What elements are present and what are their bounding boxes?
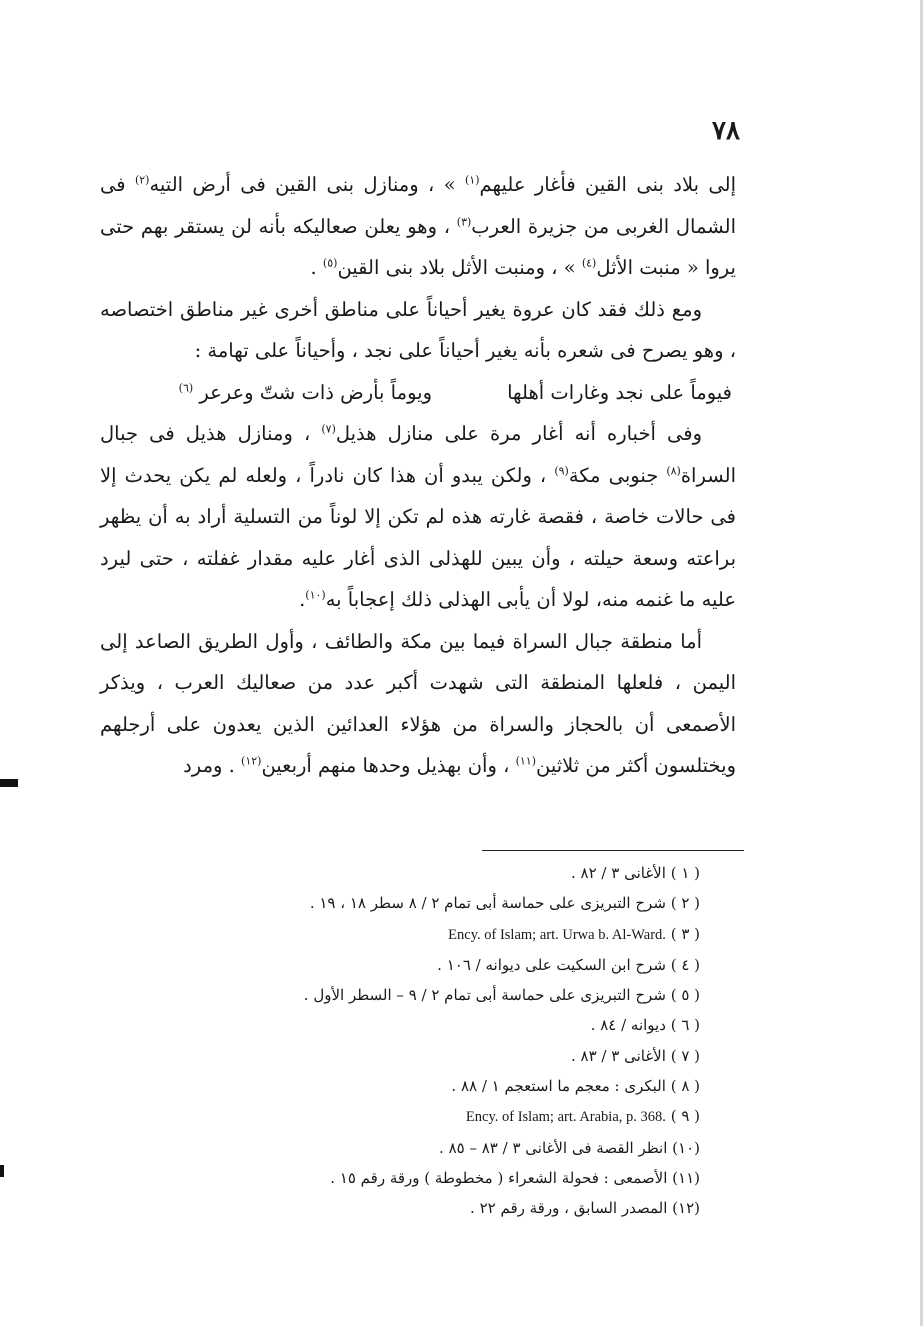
footnote-text: ديوانه / ٨٤ . — [590, 1016, 666, 1035]
footnote-item — [200, 888, 700, 918]
footnote-text: شرح التبريزى على حماسة أبى تمام ٢ / ٨ سطر ١٨ ، ١٩ . — [309, 894, 666, 913]
footnote-number: ( ٧ ) — [670, 1046, 700, 1065]
text-run: ، ولكن يبدو أن هذا كان نادراً ، ولعله لم يكن يحدث إلا فى حالات خاصة ، فقصة غارته هذه لم تكن إلا لوناً من التسلية أراد به أن يظهر براعته وسعة حيلته ، وأن يبين للهذلى الذى أغار عليه مقدار غفلته ، حتى ليرد عليه ما غنمه منه، لولا أن يأبى الهذلى ذلك إعجاباً به — [100, 463, 736, 611]
text-run: . — [310, 256, 323, 279]
footnote-divider — [482, 850, 744, 851]
verse-hemistich-second — [132, 372, 432, 414]
footnote-text: شرح ابن السكيت على ديوانه / ١٠٦ . — [437, 955, 666, 974]
footnote-number: (١٠) — [672, 1138, 700, 1157]
main-text — [100, 164, 736, 787]
text-run: إلى بلاد بنى القين فأغار عليهم — [479, 173, 736, 196]
footnote-number: ( ٤ ) — [670, 955, 700, 974]
footnote-item — [200, 1041, 700, 1071]
footnote-item — [200, 1133, 700, 1163]
footnote-ref: (١) — [465, 173, 480, 187]
text-run: وفى أخباره أنه أغار مرة على منازل هذيل — [335, 422, 702, 445]
verse-hemistich-first: فيوماً على نجد وغارات أهلها — [507, 380, 732, 404]
footnote-item — [200, 950, 700, 980]
footnote-text: الأغانى ٣ / ٨٣ . — [570, 1046, 666, 1065]
footnote-ref: (٦) — [178, 381, 194, 394]
footnote-ref: (١٢) — [241, 754, 262, 768]
text-run: » ، ومنبت الأثل بلاد بنى القين — [337, 256, 582, 279]
footnote-item — [200, 1071, 700, 1101]
text-run: ، وأن بهذيل وحدها منهم أربعين — [261, 754, 516, 777]
paragraph-1 — [100, 164, 736, 289]
text-run: فى الشمال الغربى من جزيرة العرب — [100, 173, 736, 238]
footnote-number: ( ٣ ) — [670, 924, 700, 943]
text-run: أما منطقة جبال السراة فيما بين مكة والطائف ، وأول الطريق الصاعد إلى اليمن ، فلعلها المنطقة التى شهدت أكبر عدد من صعاليك العرب ، ويذكر الأصمعى أن بالحجاز والسراة من هؤلاء العدائين الذين يعدون على أرجلهم ويختلسون أكثر من ثلاثين — [100, 629, 736, 777]
footnote-text: انظر القصة فى الأغانى ٣ / ٨٣ – ٨٥ . — [439, 1138, 668, 1157]
footnote-text: الأغانى ٣ / ٨٢ . — [570, 864, 666, 882]
footnote-ref: (٤) — [581, 256, 597, 270]
footnote-number: ( ١ ) — [670, 864, 700, 882]
footnote-number: ( ٨ ) — [670, 1077, 700, 1096]
page-number: ٧٨ — [712, 116, 740, 146]
scan-margin-mark — [0, 1165, 4, 1177]
paragraph-3 — [100, 413, 736, 621]
footnote-ref: (٨) — [666, 464, 681, 477]
footnote-item — [200, 1193, 700, 1223]
footnote-text: Ency. of Islam; art. Arabia, p. 368. — [465, 1109, 666, 1126]
text-run: » ، ومنازل بنى القين فى أرض التيه — [149, 173, 465, 196]
footnote-number: (١٢) — [672, 1199, 700, 1218]
footnote-ref: (٥) — [322, 256, 338, 270]
footnote-number: ( ٩ ) — [670, 1107, 700, 1126]
footnote-item — [200, 858, 700, 888]
paragraph-4 — [100, 621, 736, 787]
scan-margin-mark — [0, 779, 18, 787]
footnote-text: البكرى : معجم ما استعجم ١ / ٨٨ . — [451, 1077, 666, 1096]
footnote-number: ( ٦ ) — [670, 1016, 700, 1035]
paragraph-2: ومع ذلك فقد كان عروة يغير أحياناً على مناطق أخرى غير مناطق اختصاصه ، وهو يصرح فى شعره بأنه يغير أحياناً على نجد ، وأحياناً على تهامة : — [100, 297, 736, 362]
footnote-number: ( ٢ ) — [670, 894, 700, 913]
text-run: ، ومنازل هذيل فى جبال السراة — [100, 422, 736, 487]
footnote-text: الأصمعى : فحولة الشعراء ( مخطوطة ) ورقة رقم ١٥ . — [330, 1168, 668, 1187]
text-run: . — [299, 588, 306, 611]
footnote-ref: (٧) — [321, 422, 336, 436]
footnote-ref: (١١) — [515, 754, 536, 768]
poem-verse — [100, 372, 736, 414]
footnote-item — [200, 919, 700, 950]
footnote-text: Ency. of Islam; art. Urwa b. Al-Ward. — [448, 926, 666, 943]
footnote-item — [200, 1163, 700, 1193]
footnote-ref: (١٠) — [305, 588, 326, 602]
footnote-item — [200, 1101, 700, 1132]
footnote-text: شرح التبريزى على حماسة أبى تمام ٢ / ٩ – السطر الأول . — [303, 986, 666, 1005]
footnote-number: (١١) — [672, 1168, 700, 1187]
footnote-ref: (٣) — [456, 215, 472, 228]
footnote-ref: (٩) — [554, 464, 569, 477]
footnote-item — [200, 1010, 700, 1040]
text-run: جنوبى مكة — [568, 463, 667, 487]
text-run: . ومرد — [183, 754, 242, 777]
footnote-number: ( ٥ ) — [670, 986, 700, 1005]
footnote-item — [200, 980, 700, 1010]
footnote-text: المصدر السابق ، ورقة رقم ٢٢ . — [470, 1199, 668, 1218]
footnote-ref: (٢) — [134, 173, 150, 187]
footnotes-list — [200, 858, 700, 1224]
text-run: ويوماً بأرض ذات شتّ وعرعر — [199, 380, 432, 404]
text-run: ، وهو يعلن صعاليكه بأنه لن يستقر بهم حتى يروا « منبت الأثل — [100, 214, 736, 279]
